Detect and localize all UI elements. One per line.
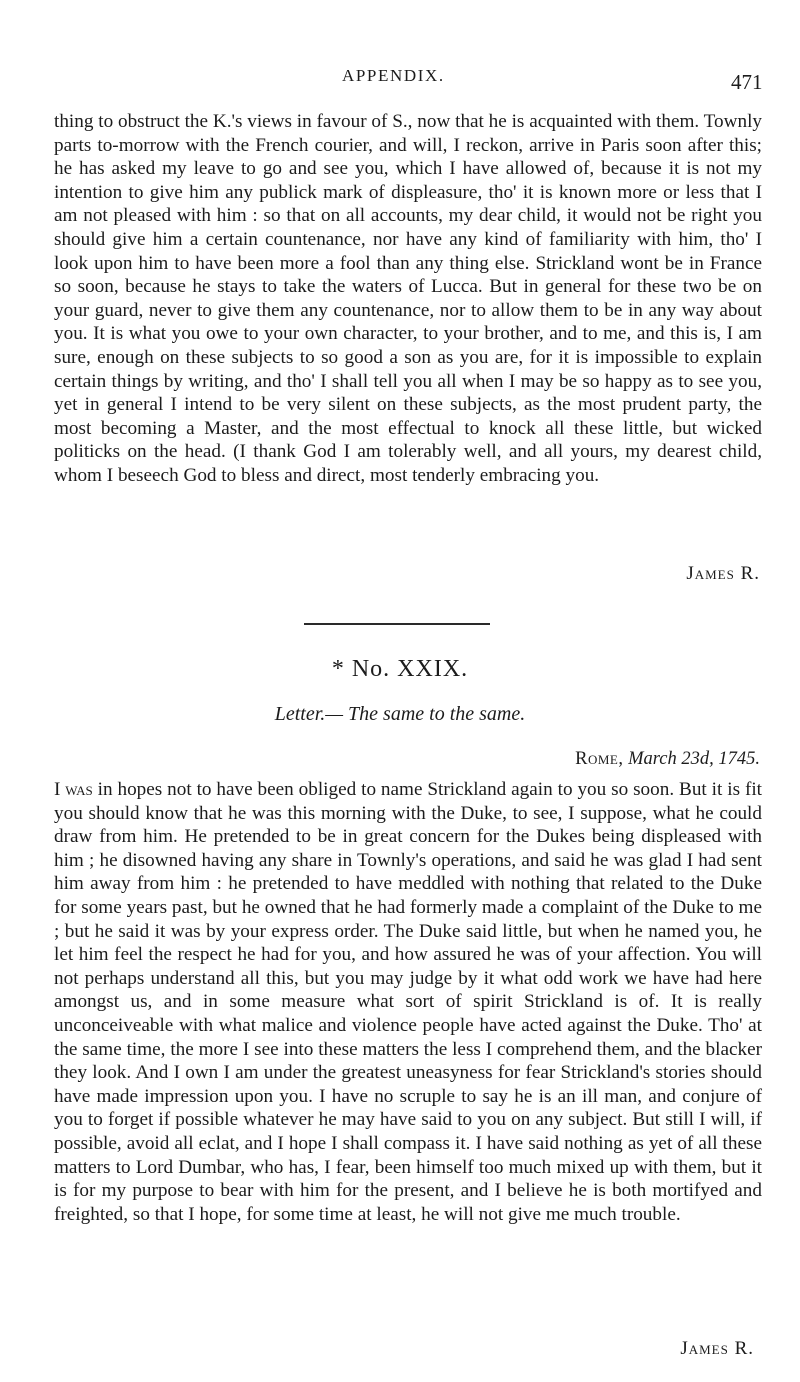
letter-29-heading: * No. XXIX.	[331, 656, 469, 682]
running-head	[0, 58, 800, 98]
dateline-date: March 23d, 1745.	[628, 749, 760, 769]
letter-28-signature: James R.	[686, 563, 760, 584]
section-divider	[304, 623, 490, 625]
letter-29-opening-words: I was	[54, 779, 93, 800]
letter-29-signature: James R.	[680, 1338, 754, 1359]
letter-29-body-paragraph	[54, 778, 762, 1226]
letter-29-body: in hopes not to have been obliged to name Strickland again to you so soon. But it is fit you should know that he was this morning with the Duke, to see, I suppose, what he could draw from him. He pretended to be in great concern for the Dukes being displeased with him ; he disowned having any share in Townly's operations, and said he was glad I had sent him away from him : he pretended to have meddled with nothing that related to the Duke for some years past, but he owned that he had formerly made a complaint of the Duke to me ; but he said it was by your express order. The Duke said little, but when he named you, he let him feel the respect he had for you, and how assured he was of your affection. You will not perhaps understand all this, but you may judge by it what odd work we have had here amongst us, and in some measure what sort of spirit Strickland is of. It is really unconceiveable with what malice and violence people have acted against the Duke. Tho' at the same time, the more I see into these matters the less I comprehend them, and the blacker they look. And I own I am under the greatest uneasyness for fear Strickland's stories should have made impression upon you. I have no scruple to say he is an ill man, and conjure of you to forget if possible whatever he may have said to you on any subject. But still I will, if possible, avoid all eclat, and I hope I shall compass it. I have said nothing as yet of all these matters to Lord Dumbar, who has, I fear, been himself too much mixed up with them, but it is for my purpose to bear with him for the present, and I believe he is both mortifyed and freighted, so that I hope, for some time at least, he will not give me much trouble.	[54, 779, 762, 1225]
letter-29-subheading: Letter.— The same to the same.	[274, 703, 526, 725]
letter-29-dateline	[575, 749, 760, 770]
page-number: 471	[731, 70, 763, 94]
running-head-title: APPENDIX.	[342, 66, 445, 85]
dateline-place: Rome,	[575, 749, 624, 769]
letter-28-body: thing to obstruct the K.'s views in favour of S., now that he is acquainted with them. Townly parts to-morrow with the French courier, and will, I reckon, arrive in Paris soon after this; he has asked my leave to go and see you, which I have allowed of, because it is not my intention to give him any publick mark of displeasure, tho' it is known more or less that I am not pleased with him : so that on all accounts, my dear child, it would not be right you should give him a certain countenance, nor have any kind of familiarity with him, tho' I look upon him to have been more a fool than any thing else. Strickland wont be in France so soon, because he stays to take the waters of Lucca. But in general for these two be on your guard, never to give them any countenance, nor to allow them to be in any way about you. It is what you owe to your own character, to your brother, and to me, and this is, I am sure, enough on these subjects to so good a son as you are, for it is impossible to explain certain things by writing, and tho' I shall tell you all when I may be so happy as to see you, yet in general I intend to be very silent on these subjects, as the most prudent party, the most becoming a Master, and the most effectual to knock all these little, but wicked politicks on the head. (I thank God I am tolerably well, and all yours, my dearest child, whom I beseech God to bless and direct, most tenderly embracing you.	[54, 111, 762, 486]
